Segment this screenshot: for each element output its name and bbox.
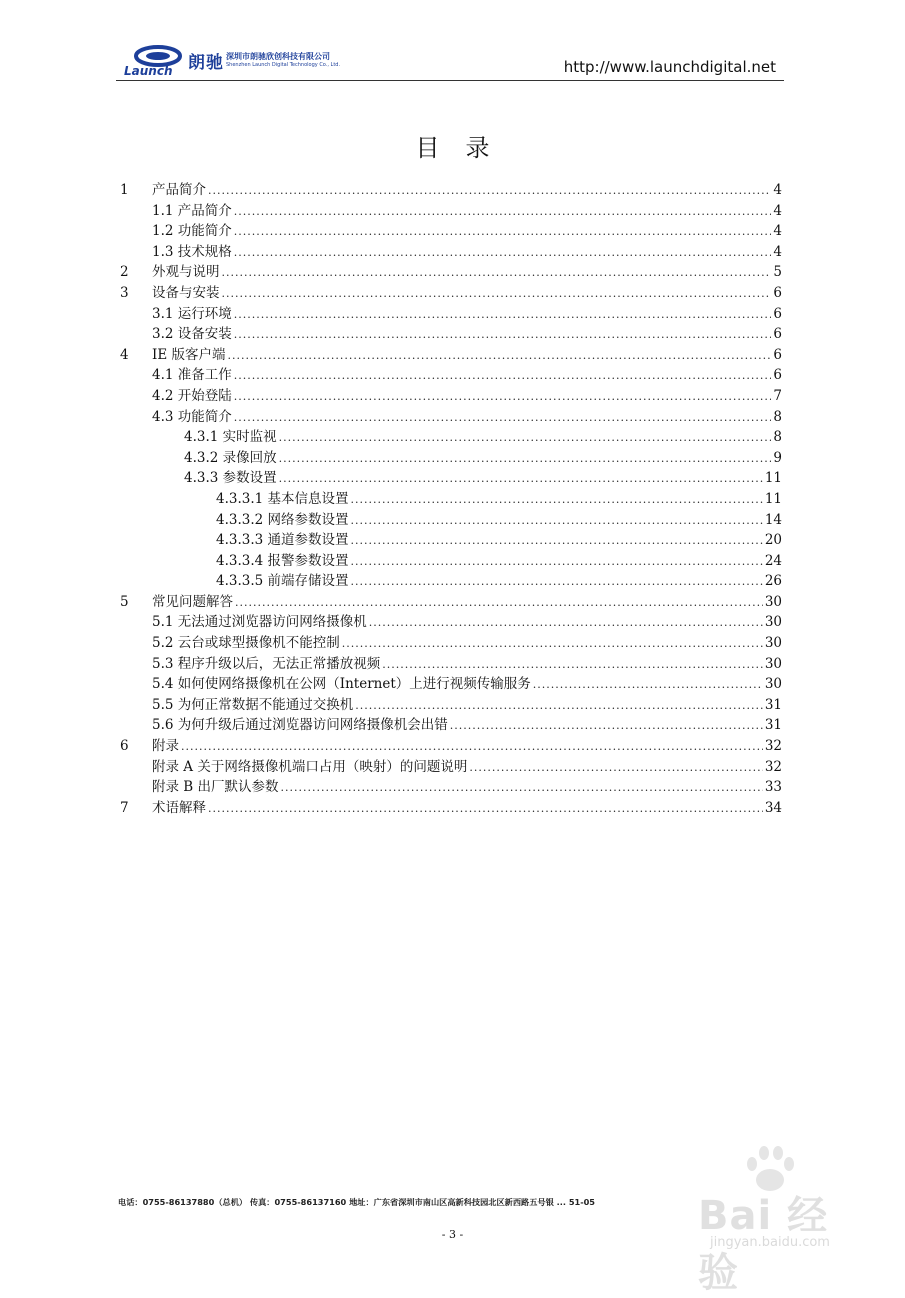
toc-entry-label: 4.3.3.3 通道参数设置 [216,532,349,549]
toc-entry-page: 30 [764,676,782,693]
toc-entry-number: 5 [120,593,129,610]
toc-leader-dots [450,719,763,732]
toc-entry-page: 31 [764,696,782,713]
toc-entry-label: 4.3.3.5 前端存储设置 [216,573,349,590]
toc-leader-dots [351,575,763,588]
toc-entry-label: 4.3.3.1 基本信息设置 [216,490,349,507]
toc-entry[interactable] [120,775,782,796]
toc-entry[interactable] [120,446,782,467]
toc-entry-page: 30 [764,655,782,672]
toc-entry-label: 4.3 功能简介 [152,408,232,425]
toc-entry-page: 4 [773,243,782,260]
toc-entry-label: 常见问题解答 [152,593,233,610]
toc-leader-dots [234,308,772,321]
toc-entry-label: 产品简介 [152,182,206,198]
toc-entry-label: 4.1 准备工作 [152,367,232,384]
toc-entry-page: 8 [773,429,782,446]
toc-entry-label: 5.4 如何使网络摄像机在公网（Internet）上进行视频传输服务 [152,676,531,693]
toc-entry[interactable] [120,384,782,405]
toc-entry-label: 附录 [152,738,179,755]
toc-entry-label: 4.3.1 实时监视 [184,429,277,446]
toc-entry-label: 术语解释 [152,799,206,816]
toc-entry[interactable] [120,610,782,631]
toc-entry-page: 30 [764,614,782,631]
toc-entry[interactable] [120,549,782,570]
toc-leader-dots [279,472,763,485]
toc-entry[interactable] [120,178,782,199]
toc-entry[interactable] [120,363,782,384]
toc-leader-dots [234,246,772,259]
toc-leader-dots [342,637,763,650]
toc-entry-page: 6 [773,346,782,363]
toc-entry-label: 3.1 运行环境 [152,305,232,322]
toc-entry-page: 11 [764,490,782,507]
toc-entry-number: 7 [120,799,129,816]
watermark-url: jingyan.baidu.com [710,1235,830,1250]
toc-entry-page: 6 [773,367,782,384]
toc-leader-dots [281,781,763,794]
toc-entry[interactable] [120,652,782,673]
toc-entry[interactable] [120,487,782,508]
toc-entry[interactable] [120,631,782,652]
toc-leader-dots [222,266,772,279]
toc-entry[interactable] [120,590,782,611]
toc-entry-page: 6 [773,326,782,343]
toc-entry-page: 31 [764,717,782,734]
toc-leader-dots [355,699,763,712]
toc-entry-label: 5.5 为何正常数据不能通过交换机 [152,696,354,713]
toc-entry-page: 33 [764,779,782,796]
toc-entry[interactable] [120,343,782,364]
watermark-text: Bai 经验 [698,1193,829,1296]
toc-entry-page: 11 [764,470,782,487]
toc-entry[interactable] [120,219,782,240]
toc-entry-page: 20 [764,532,782,549]
toc-entry-number: 1 [120,182,129,198]
toc-entry-label: 5.3 程序升级以后，无法正常播放视频 [152,655,381,672]
toc-entry-page: 32 [764,738,782,755]
toc-leader-dots [533,678,763,691]
toc-entry-label: 4.3.3 参数设置 [184,470,277,487]
toc-entry-page: 8 [773,408,782,425]
toc-entry-page: 14 [764,511,782,528]
toc-entry[interactable] [120,693,782,714]
toc-entry-page: 7 [773,387,782,404]
toc-entry-page: 5 [773,264,782,281]
website-url: http://www.launchdigital.net [563,58,776,76]
toc-entry-page: 4 [773,182,782,198]
company-name-en: Shenzhen Launch Digital Technology Co., Ltd. [226,62,341,68]
toc-leader-dots [208,802,763,815]
toc-leader-dots [279,452,772,465]
toc-leader-dots [351,555,763,568]
toc-entry[interactable] [120,199,782,220]
toc-entry-page: 6 [773,305,782,322]
baidu-watermark [660,1140,860,1296]
toc-entry-page: 32 [764,758,782,775]
toc-entry-page: 30 [764,593,782,610]
toc-leader-dots [234,205,772,218]
brand-zh: 朗驰 [188,53,224,73]
page-header [116,40,784,81]
toc-entry-page: 30 [764,635,782,652]
toc-leader-dots [222,287,772,300]
page-title: 目录 [415,134,516,162]
toc-entry-number: 6 [120,738,129,755]
toc-entry-page: 26 [764,573,782,590]
toc-entry-label: 5.6 为何升级后通过浏览器访问网络摄像机会出错 [152,717,448,734]
toc-leader-dots [234,411,772,424]
toc-leader-dots [181,740,763,753]
toc-entry[interactable] [120,405,782,426]
toc-entry[interactable] [120,796,782,817]
toc-entry-label: 4.3.2 录像回放 [184,449,277,466]
toc-entry-label: 设备与安装 [152,284,220,301]
toc-entry[interactable] [120,755,782,776]
toc-leader-dots [227,349,771,362]
toc-leader-dots [469,761,762,774]
toc-entry-page: 24 [764,552,782,569]
toc-entry-page: 4 [773,223,782,240]
toc-entry-label: 1.1 产品简介 [152,202,232,219]
toc-leader-dots [369,616,763,629]
footer-contact: 电话：0755-86137880（总机） 传真：0755-86137160 地址：广东省深圳市南山区高新科技园北区新西路五号银 ... 51-05 [118,1197,596,1207]
toc-leader-dots [382,658,763,671]
toc-entry[interactable] [120,302,782,323]
toc-leader-dots [235,596,763,609]
toc-entry[interactable] [120,281,782,302]
toc-entry[interactable] [120,260,782,281]
company-block [226,52,340,69]
toc-leader-dots [351,514,763,527]
page-number: - 3 - [441,1228,464,1241]
toc-entry-number: 2 [120,264,129,281]
toc-entry-label: 4.3.3.4 报警参数设置 [216,552,349,569]
toc-leader-dots [234,328,772,341]
toc-entry-page: 9 [773,449,782,466]
toc-leader-dots [351,493,763,506]
toc-entry-label: 4.3.3.2 网络参数设置 [216,511,349,528]
toc-entry-label: IE 版客户端 [152,346,226,363]
toc-entry-page: 4 [773,202,782,219]
toc-entry-label: 5.2 云台或球型摄像机不能控制 [152,635,340,652]
toc-entry[interactable] [120,240,782,261]
company-name-zh: 深圳市朗驰欣创科技有限公司 [226,52,330,61]
toc-entry[interactable] [120,425,782,446]
table-of-contents [120,178,782,816]
toc-entry-number: 3 [120,284,129,301]
toc-entry-label: 5.1 无法通过浏览器访问网络摄像机 [152,614,367,631]
toc-entry-label: 1.2 功能简介 [152,223,232,240]
toc-entry-label: 3.2 设备安装 [152,326,232,343]
toc-entry[interactable] [120,528,782,549]
toc-leader-dots [234,225,772,238]
toc-entry-number: 4 [120,346,129,363]
toc-entry-label: 4.2 开始登陆 [152,387,232,404]
brand-en: Launch [124,64,173,78]
toc-entry-label: 1.3 技术规格 [152,243,232,260]
toc-entry[interactable] [120,508,782,529]
toc-entry-page: 6 [773,284,782,301]
toc-entry-label: 附录 B 出厂默认参数 [152,779,279,796]
toc-leader-dots [234,369,772,382]
toc-entry-label: 外观与说明 [152,264,220,281]
toc-leader-dots [234,390,772,403]
toc-entry[interactable] [120,734,782,755]
toc-entry[interactable] [120,713,782,734]
toc-entry-label: 附录 A 关于网络摄像机端口占用（映射）的问题说明 [152,758,468,775]
toc-leader-dots [279,431,772,444]
toc-entry[interactable] [120,569,782,590]
toc-leader-dots [351,534,763,547]
toc-leader-dots [208,184,771,197]
toc-entry[interactable] [120,322,782,343]
toc-entry[interactable] [120,466,782,487]
toc-entry[interactable] [120,672,782,693]
toc-entry-page: 34 [764,799,782,816]
